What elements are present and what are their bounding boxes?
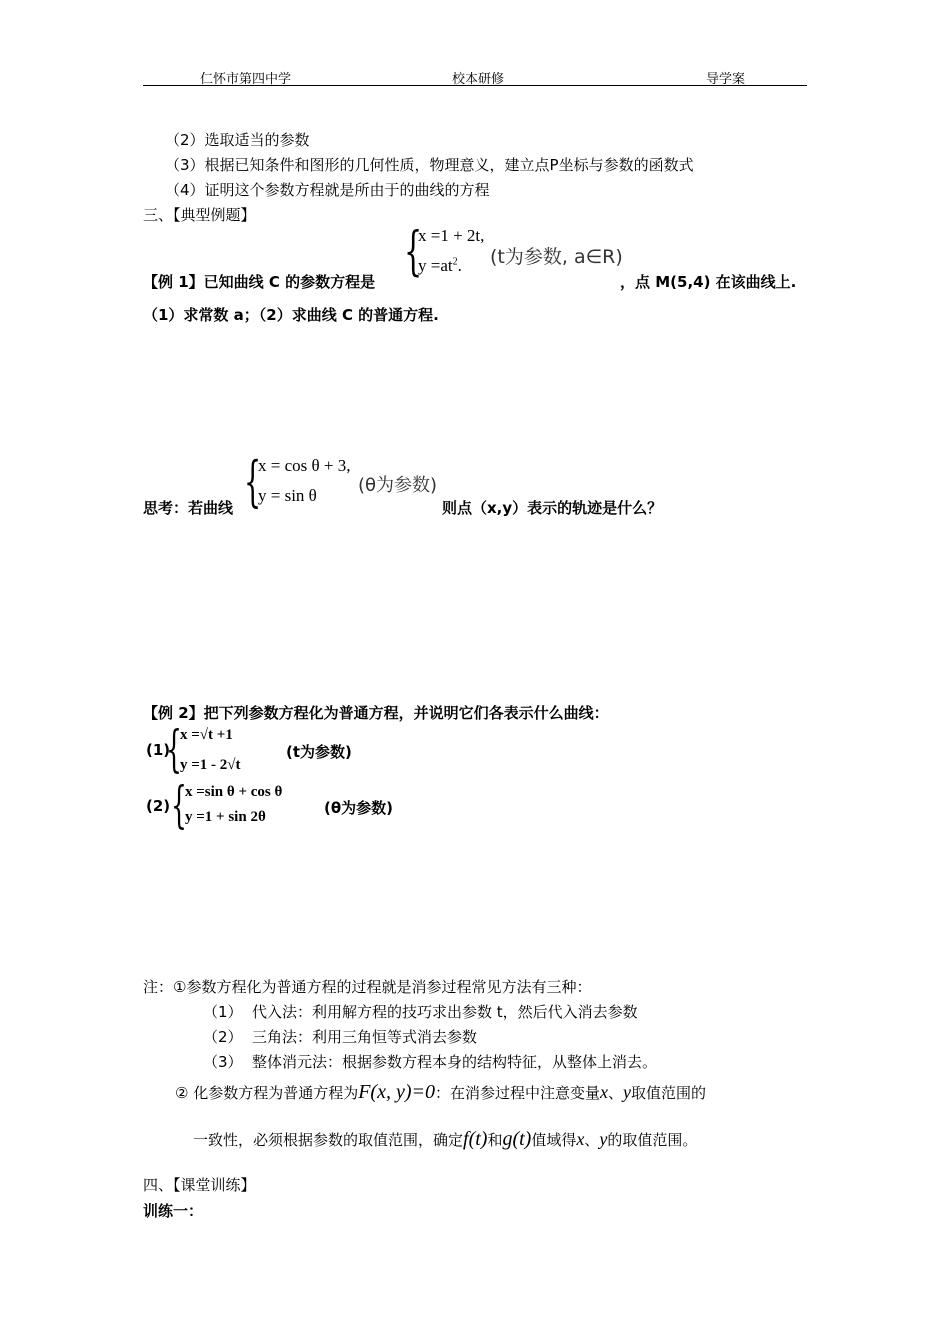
example-1-questions: （1）求常数 a；（2）求曲线 C 的普通方程. [143, 306, 439, 324]
example-1-eq2: $y =at^2$. [418, 256, 462, 275]
think-eq1: x = cos θ + 3, [258, 456, 351, 475]
example-1-eq1: x =1 + 2t, [418, 226, 485, 245]
note-method-3-num: （3） [203, 1053, 243, 1071]
example-2-title: 【例 2】把下列参数方程化为普通方程，并说明它们各表示什么曲线： [143, 704, 609, 722]
note-method-2-num: （2） [203, 1028, 243, 1046]
example-2-part1-param: (t为参数) [286, 743, 352, 761]
header-school: 仁怀市第四中学 [200, 72, 292, 87]
header-doc-type: 导学案 [706, 72, 746, 87]
section-3-heading: 三、【典型例题】 [143, 206, 256, 224]
note-method-1-num: （1） [203, 1003, 243, 1021]
step-4: （4）证明这个参数方程就是所由于的曲线的方程 [165, 181, 490, 199]
example-1-brace: { [404, 222, 423, 282]
header-rule [143, 85, 807, 86]
note-method-2: 三角法：利用三角恒等式消去参数 [252, 1028, 478, 1046]
example-2-part2-param: (θ为参数) [324, 799, 394, 817]
example-2-part1-brace: { [166, 720, 182, 778]
step-3: （3）根据已知条件和图形的几何性质，物理意义，建立点P坐标与参数的函数式 [165, 156, 694, 174]
example-2-part1-label: (1) [146, 741, 171, 759]
example-1-param: (t为参数, a∈R) [490, 246, 623, 268]
think-brace: { [244, 450, 262, 513]
header-dept: 校本研修 [452, 72, 505, 87]
example-2-part1-eq2: y =1 - 2√t [180, 757, 241, 773]
example-2-part2-eq1: x =sin θ + cos θ [185, 784, 283, 800]
section-4-heading: 四、【课堂训练】 [143, 1176, 256, 1194]
note-point-2: ② 化参数方程为普通方程为F(x, y)=0：在消参过程中注意变量x、y取值范围的 [175, 1081, 707, 1103]
note-method-1: 代入法：利用解方程的技巧求出参数 t，然后代入消去参数 [252, 1003, 638, 1021]
think-prefix: 思考：若曲线 [143, 499, 234, 517]
example-2-part1-eq1: x =√t +1 [180, 727, 233, 743]
think-eq2: y = sin θ [258, 486, 317, 505]
training-1-label: 训练一： [143, 1202, 204, 1220]
example-2-part2-brace: { [171, 776, 187, 834]
think-suffix: 则点（x,y）表示的轨迹是什么？ [442, 499, 663, 517]
note-line-1: 注：①参数方程化为普通方程的过程就是消参过程常见方法有三种： [143, 978, 592, 996]
example-2-part2-label: (2) [146, 797, 171, 815]
think-param: (θ为参数) [358, 475, 438, 496]
example-1-suffix: ，点 M(5,4) 在该曲线上. [620, 273, 797, 291]
example-2-part2-eq2: y =1 + sin 2θ [185, 809, 266, 825]
note-point-2-cont: 一致性，必须根据参数的取值范围，确定f(t)和g(t)值域得x、y的取值范围。 [193, 1128, 698, 1150]
note-method-3: 整体消元法：根据参数方程本身的结构特征，从整体上消去。 [252, 1053, 658, 1071]
step-2: （2）选取适当的参数 [165, 131, 310, 149]
example-1-prefix: 【例 1】已知曲线 C 的参数方程是 [143, 273, 376, 291]
